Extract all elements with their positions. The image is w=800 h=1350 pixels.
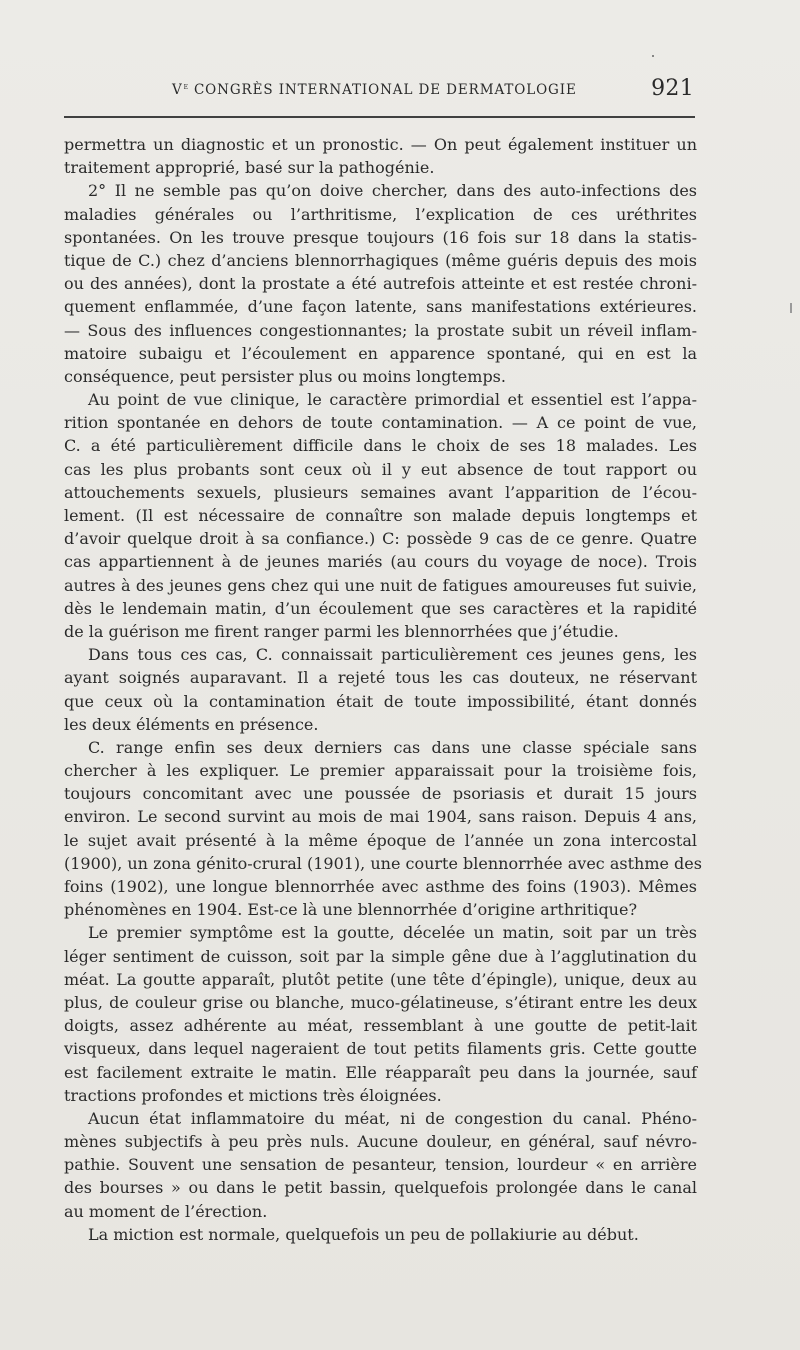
running-head-title: [172, 82, 577, 98]
text-line: méat. La goutte apparaît, plutôt petite (une tête d’épingle), unique, deux au: [64, 969, 697, 989]
edge-tick-mark: [790, 303, 792, 313]
text-line: quement enflammée, d’une façon latente, sans manifestations extérieures.: [64, 297, 697, 317]
text-line: traitement approprié, basé sur la pathogénie.: [64, 158, 435, 178]
text-line: environ. Le second survint au mois de mai 1904, sans raison. Depuis 4 ans,: [64, 807, 697, 827]
text-line: — Sous des influences congestionnantes; la prostate subit un réveil inflam-: [64, 320, 697, 340]
text-line: dès le lendemain matin, d’un écoulement que ses caractères et la rapidité: [64, 598, 697, 618]
page-number: 921: [651, 76, 694, 101]
text-line: C. a été particulièrement difficile dans le choix de ses 18 malades. Les: [64, 436, 697, 456]
text-line: de la guérison me firent ranger parmi les blennorrhées que j’étudie.: [64, 621, 619, 641]
paper-speck: [652, 55, 654, 57]
text-line: doigts, assez adhérente au méat, ressemblant à une goutte de petit-lait: [64, 1016, 697, 1036]
body-text: [64, 133, 702, 1246]
text-line: que ceux où la contamination était de toute impossibilité, étant donnés: [64, 691, 697, 711]
running-header: [64, 72, 694, 104]
text-line: lement. (Il est nécessaire de connaître son malade depuis longtemps et: [64, 506, 697, 525]
text-line: léger sentiment de cuisson, soit par la simple gêne due à l’agglutination du: [64, 946, 697, 966]
text-line: au moment de l’érection.: [64, 1201, 268, 1221]
text-line: spontanées. On les trouve presque toujours (16 fois sur 18 dans la statis-: [64, 227, 697, 247]
text-line: des bourses » ou dans le petit bassin, quelquefois prolongée dans le canal: [64, 1178, 697, 1198]
text-line: attouchements sexuels, plusieurs semaines avant l’apparition de l’écou-: [64, 482, 697, 502]
text-line: Le premier symptôme est la goutte, décelée un matin, soit par un très: [88, 923, 697, 943]
text-line: plus, de couleur grise ou blanche, muco-gélatineuse, s’étirant entre les deux: [64, 992, 697, 1012]
congress-ordinal: V: [172, 82, 183, 98]
text-line: est facilement extraite le matin. Elle réapparaît peu dans la journée, sauf: [64, 1062, 697, 1082]
text-line: chercher à les expliquer. Le premier apparaissait pour la troisième fois,: [64, 761, 697, 781]
text-line: (1900), un zona génito-crural (1901), une courte blennorrhée avec asthme des: [64, 853, 702, 873]
text-line: maladies générales ou l’arthritisme, l’explication de ces uréthrites: [64, 204, 697, 224]
text-line: Dans tous ces cas, C. connaissait particulièrement ces jeunes gens, les: [88, 645, 697, 665]
text-line: 2° Il ne semble pas qu’on doive chercher, dans des auto-infections des: [88, 181, 697, 201]
text-line: mènes subjectifs à peu près nuls. Aucune douleur, en général, sauf névro-: [64, 1132, 697, 1152]
text-line: visqueux, dans lequel nageraient de tout petits filaments gris. Cette goutte: [64, 1039, 697, 1059]
text-line: d’avoir quelque droit à sa confiance.) C: possède 9 cas de ce genre. Quatre: [64, 529, 697, 549]
text-line: rition spontanée en dehors de toute contamination. — A ce point de vue,: [64, 413, 697, 433]
text-line: permettra un diagnostic et un pronostic. — On peut également instituer un: [64, 135, 697, 154]
congress-title: CONGRÈS INTERNATIONAL DE DERMATOLOGIE: [193, 82, 577, 98]
text-line: toujours concomitant avec une poussée de psoriasis et durait 15 jours: [64, 784, 697, 804]
text-line: les deux éléments en présence.: [64, 714, 319, 734]
text-line: [64, 388, 697, 411]
text-line: tique de C.) chez d’anciens blennorrhagiques (même guéris depuis des mois: [64, 250, 697, 270]
text-line: ayant soignés auparavant. Il a rejeté tous les cas douteux, ne réservant: [64, 668, 697, 688]
text-line: phénomènes en 1904. Est-ce là une blennorrhée d’origine arthritique?: [64, 900, 638, 920]
header-rule: [64, 116, 695, 118]
text-line: tractions profondes et mictions très éloignées.: [64, 1085, 442, 1105]
text-line: le sujet avait présenté à la même époque de l’année un zona intercostal: [64, 830, 697, 850]
text-segment: Au point de vue clinique, le caractère primordial et essentiel est l’appa-: [88, 390, 697, 410]
text-line: Aucun état inflammatoire du méat, ni de congestion du canal. Phéno-: [88, 1108, 697, 1128]
text-line: autres à des jeunes gens chez qui une nuit de fatigues amoureuses fut suivie,: [64, 575, 697, 595]
text-line: pathie. Souvent une sensation de pesanteur, tension, lourdeur « en arrière: [64, 1155, 697, 1175]
text-line: conséquence, peut persister plus ou moins longtemps.: [64, 366, 506, 386]
ordinal-suffix: e: [183, 82, 189, 92]
text-line: matoire subaigu et l’écoulement en apparence spontané, qui en est la: [64, 343, 697, 363]
text-line: ou des années), dont la prostate a été autrefois atteinte et est restée chroni-: [64, 274, 697, 294]
text-line: foins (1902), une longue blennorrhée avec asthme des foins (1903). Mêmes: [64, 877, 697, 896]
text-line: La miction est normale, quelquefois un peu de pollakiurie au début.: [88, 1224, 639, 1244]
text-line: cas appartiennent à de jeunes mariés (au cours du voyage de noce). Trois: [64, 552, 697, 572]
text-line: cas les plus probants sont ceux où il y eut absence de tout rapport ou: [64, 459, 697, 479]
text-line: C. range enfin ses deux derniers cas dans une classe spéciale sans: [88, 737, 697, 757]
